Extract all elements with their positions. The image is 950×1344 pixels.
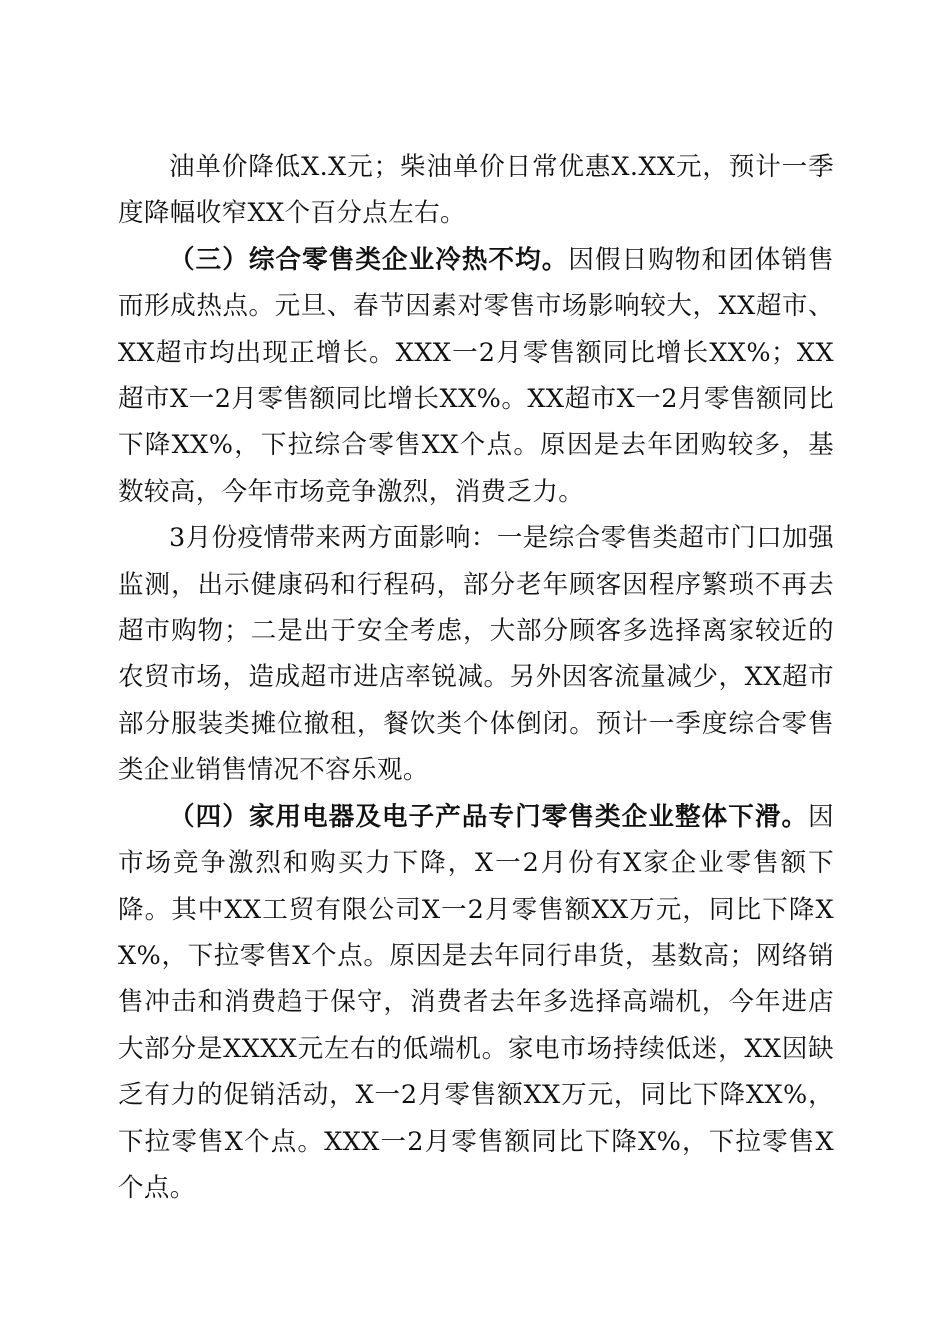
section-heading-3: （三）综合零售类企业冷热不均。 — [169, 244, 569, 275]
document-body — [118, 144, 834, 1211]
paragraph-text: 油单价降低X.X元；柴油单价日常优惠X.XX元，预计一季度降幅收窄XX个百分点左右。 — [118, 152, 834, 229]
section-heading-4: （四）家用电器及电子产品专门零售类企业整体下滑。 — [169, 801, 809, 832]
paragraph-appliance-retail — [118, 794, 834, 1212]
paragraph-text: 因假日购物和团体销售而形成热点。元旦、春节因素对零售市场影响较大，XX超市、XX超市均出现正增长。XXX一2月零售额同比增长XX%；XX超市X一2月零售额同比增长XX%。XX超市X一2月零售额同比下降XX%，下拉综合零售XX个点。原因是去年团购较多，基数较高，今年市场竞争激烈，消费乏力。 — [118, 244, 834, 507]
paragraph-epidemic-impact — [118, 515, 834, 793]
paragraph-text: 3月份疫情带来两方面影响：一是综合零售类超市门口加强监测，出示健康码和行程码，部分老年顾客因程序繁琐不再去超市购物；二是出于安全考虑，大部分顾客多选择离家较近的农贸市场，造成超市进店率锐减。另外因客流量减少，XX超市部分服装类摊位撤租，餐饮类个体倒闭。预计一季度综合零售类企业销售情况不容乐观。 — [118, 523, 834, 786]
paragraph-fuel-price-continuation — [118, 144, 834, 237]
paragraph-text: 因市场竞争激烈和购买力下降，X一2月份有X家企业零售额下降。其中XX工贸有限公司X一2月零售额XX万元，同比下降XX%，下拉零售X个点。原因是去年同行串货，基数高；网络销售冲击和消费趋于保守，消费者去年多选择高端机，今年进店大部分是XXXX元左右的低端机。家电市场持续低迷，XX因缺乏有力的促销活动，X一2月零售额XX万元，同比下降XX%，下拉零售X个点。XXX一2月零售额同比下降X%，下拉零售X个点。 — [118, 801, 834, 1203]
paragraph-comprehensive-retail — [118, 237, 834, 515]
